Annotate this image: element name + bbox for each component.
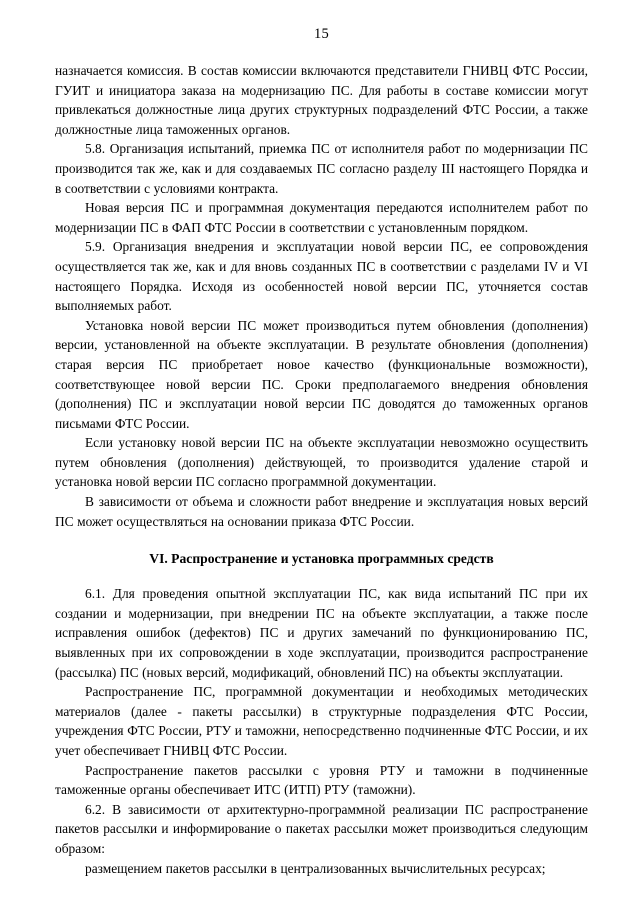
paragraph: Установка новой версии ПС может производиться путем обновления (дополнения) версии, установленной на объекте эксплуатации. В результате обновления (дополнения) старая версия ПС приобретает новое качество (функциональные возможности), соответствующее новой версии ПС. Сроки предполагаемого внедрения обновления (дополнения) ПС и эксплуатации новой версии ПС доводятся до таможенных органов письмами ФТС России.	[55, 317, 588, 431]
paragraph: размещением пакетов рассылки в централизованных вычислительных ресурсах;	[85, 860, 546, 876]
paragraph: 5.8. Организация испытаний, приемка ПС от исполнителя работ по модернизации ПС производится так же, как и для создаваемых ПС согласно разделу III настоящего Порядка и в соответствии с условиями контракта.	[55, 141, 588, 196]
document-body-bottom	[55, 584, 588, 878]
document-body-top	[55, 61, 588, 531]
paragraph: 6.1. Для проведения опытной эксплуатации ПС, как вида испытаний ПС при их создании и модернизации, при внедрении ПС на объекте эксплуатации, а также после исправления ошибок (дефектов) ПС и других замечаний по функционированию ПС, выявленных при их сопровождении в ходе эксплуатации, производится распространение (рассылка) ПС (новых версий, модификаций, обновлений ПС) на объекты эксплуатации.	[55, 586, 588, 680]
paragraph: 6.2. В зависимости от архитектурно-программной реализации ПС распространение пакетов рассылки и информирование о пакетах рассылки может производиться следующим образом:	[55, 801, 588, 856]
page-number: 15	[314, 26, 329, 42]
paragraph: Распространение ПС, программной документации и необходимых методических материалов (далее - пакеты рассылки) в структурные подразделения ФТС России, учреждения ФТС России, РТУ и таможни, непосредственно подчиненные ФТС России, и их учет обеспечивает ГНИВЦ ФТС России.	[55, 684, 588, 758]
section-heading: VI. Распространение и установка программных средств	[149, 551, 494, 567]
paragraph: назначается комиссия. В состав комиссии включаются представители ГНИВЦ ФТС России, ГУИТ и инициатора заказа на модернизацию ПС. Для работы в составе комиссии могут привлекаться должностные лица других структурных подразделений ФТС России, а также должностные лица таможенных органов.	[55, 63, 588, 137]
paragraph: Новая версия ПС и программная документация передаются исполнителем работ по модернизации ПС в ФАП ФТС России в соответствии с установленным порядком.	[55, 200, 588, 235]
paragraph: Распространение пакетов рассылки с уровня РТУ и таможни в подчиненные таможенные органы обеспечивает ИТС (ИТП) РТУ (таможни).	[55, 762, 588, 798]
paragraph: Если установку новой версии ПС на объекте эксплуатации невозможно осуществить путем обновления (дополнения) действующей, то производится удаление старой и установка новой версии ПС согласно программной документации.	[55, 435, 588, 490]
paragraph: 5.9. Организация внедрения и эксплуатации новой версии ПС, ее сопровождения осуществляется так же, как и для вновь созданных ПС в соответствии с разделами IV и VI настоящего Порядка. Исходя из особенностей новой версии ПС, уточняется состав выполняемых работ.	[55, 239, 588, 314]
paragraph: В зависимости от объема и сложности работ внедрение и эксплуатация новых версий ПС может осуществляться на основании приказа ФТС России.	[55, 494, 588, 529]
